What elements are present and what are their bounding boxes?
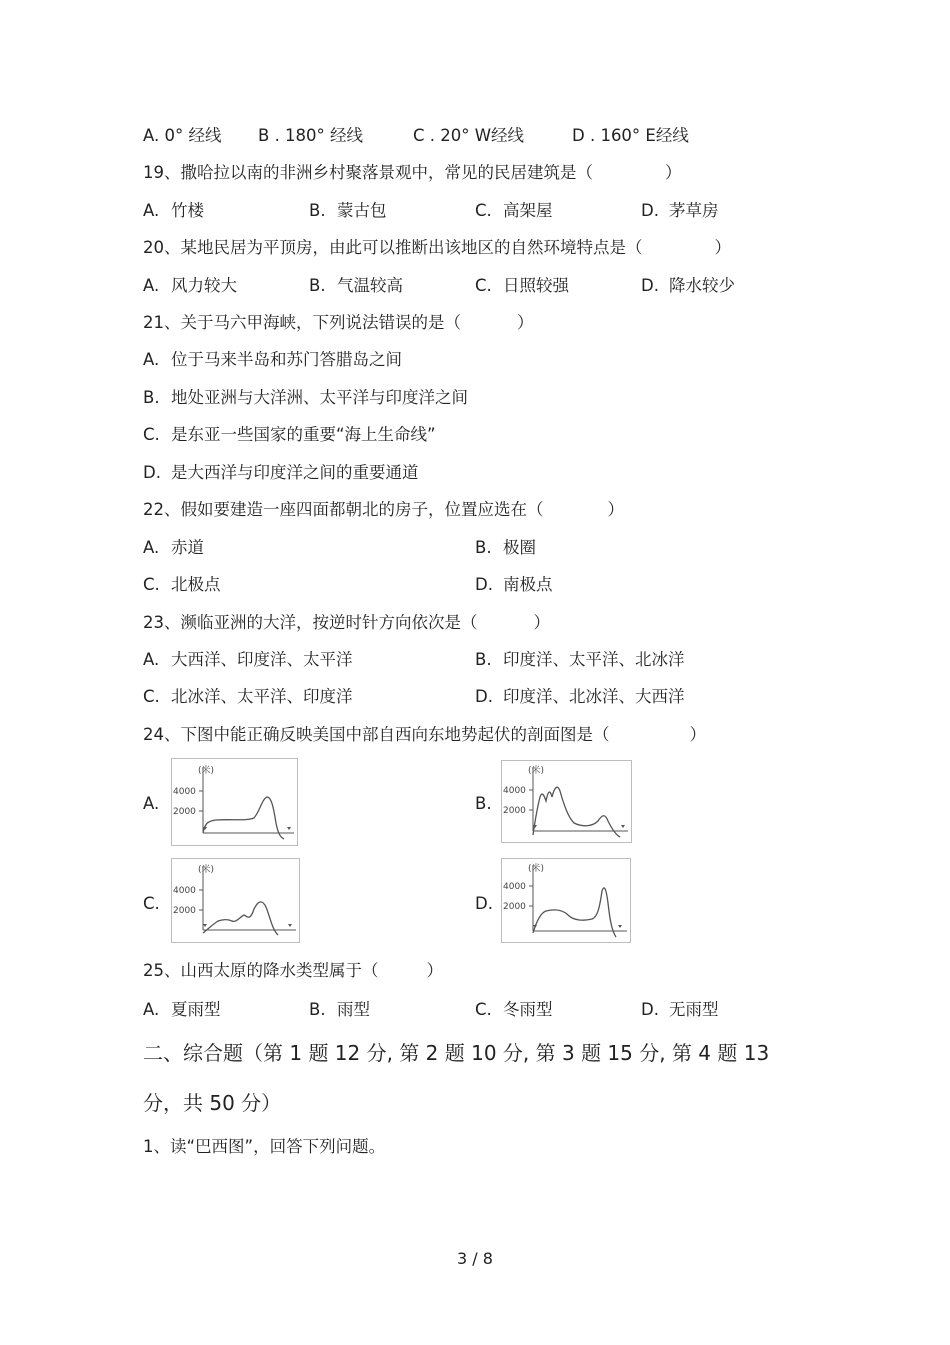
q19-option-d: D. 茅草房	[641, 201, 719, 220]
q21-stem: 21、关于马六甲海峡，下列说法错误的是（ ）	[143, 313, 534, 332]
q24-option-c-label: C.	[143, 894, 160, 913]
svg-text:4000: 4000	[503, 786, 526, 796]
q23-option-d: D. 印度洋、北冰洋、大西洋	[475, 687, 685, 706]
q18-option-c: C . 20° W经线	[413, 126, 525, 145]
q22-option-a: A. 赤道	[143, 538, 204, 557]
svg-text:(米): (米)	[528, 864, 545, 874]
q20-stem: 20、某地民居为平顶房，由此可以推断出该地区的自然环境特点是（ ）	[143, 238, 731, 257]
tick-2000: 2000	[173, 807, 196, 817]
q23-option-a: A. 大西洋、印度洋、太平洋	[143, 650, 353, 669]
q20-option-d: D. 降水较少	[641, 276, 735, 295]
q25-option-c: C. 冬雨型	[475, 1000, 553, 1019]
profile-figure-c	[171, 858, 300, 943]
q22-option-b: B. 极圈	[475, 538, 536, 557]
q24-option-b-label: B.	[475, 794, 492, 813]
q24-stem: 24、下图中能正确反映美国中部自西向东地势起伏的剖面图是（ ）	[143, 725, 706, 744]
q22-option-c: C. 北极点	[143, 575, 221, 594]
q25-stem: 25、山西太原的降水类型属于（ ）	[143, 961, 443, 980]
q25-option-b: B. 雨型	[309, 1000, 370, 1019]
q22-option-d: D. 南极点	[475, 575, 553, 594]
svg-text:2000: 2000	[503, 806, 526, 816]
profile-figure-b	[501, 760, 632, 843]
tick-4000: 4000	[173, 787, 196, 797]
q23-option-c: C. 北冰洋、太平洋、印度洋	[143, 687, 353, 706]
q19-option-c: C. 高架屋	[475, 201, 553, 220]
svg-text:(米): (米)	[198, 865, 215, 875]
q19-option-a: A. 竹楼	[143, 201, 204, 220]
profile-figure-d	[501, 858, 631, 943]
q24-option-d-label: D.	[475, 894, 493, 913]
q18-option-a: A. 0° 经线	[143, 126, 222, 145]
q24-option-a-label: A.	[143, 794, 160, 813]
q21-option-b: B. 地处亚洲与大洋洲、太平洋与印度洋之间	[143, 388, 468, 407]
unit-label: (米)	[198, 766, 215, 776]
q21-option-c: C. 是东亚一些国家的重要“海上生命线”	[143, 425, 436, 444]
q20-option-a: A. 风力较大	[143, 276, 237, 295]
q20-option-b: B. 气温较高	[309, 276, 403, 295]
q23-stem: 23、濒临亚洲的大洋，按逆时针方向依次是（ ）	[143, 613, 550, 632]
q19-option-b: B. 蒙古包	[309, 201, 387, 220]
svg-text:2000: 2000	[173, 906, 196, 916]
profile-figure-a	[171, 758, 298, 846]
svg-text:4000: 4000	[503, 882, 526, 892]
q20-option-c: C. 日照较强	[475, 276, 569, 295]
svg-text:2000: 2000	[503, 902, 526, 912]
svg-text:(米): (米)	[528, 766, 545, 776]
q19-stem: 19、撒哈拉以南的非洲乡村聚落景观中，常见的民居建筑是（ ）	[143, 163, 682, 182]
svg-text:4000: 4000	[173, 886, 196, 896]
q21-option-a: A. 位于马来半岛和苏门答腊岛之间	[143, 350, 402, 369]
q18-option-d: D . 160° E经线	[572, 126, 689, 145]
q23-option-b: B. 印度洋、太平洋、北冰洋	[475, 650, 685, 669]
q25-option-a: A. 夏雨型	[143, 1000, 221, 1019]
q22-stem: 22、假如要建造一座四面都朝北的房子，位置应选在（ ）	[143, 500, 624, 519]
section-2-heading-line2: 分，共 50 分）	[143, 1091, 282, 1115]
q18-option-b: B . 180° 经线	[258, 126, 364, 145]
page-number: 3 / 8	[457, 1249, 493, 1268]
q25-option-d: D. 无雨型	[641, 1000, 719, 1019]
section-2-heading-line1: 二、综合题（第 1 题 12 分, 第 2 题 10 分, 第 3 题 15 分, 第 4 题 13	[143, 1041, 770, 1065]
q1-stem: 1、读“巴西图”，回答下列问题。	[143, 1137, 386, 1156]
q21-option-d: D. 是大西洋与印度洋之间的重要通道	[143, 463, 419, 482]
